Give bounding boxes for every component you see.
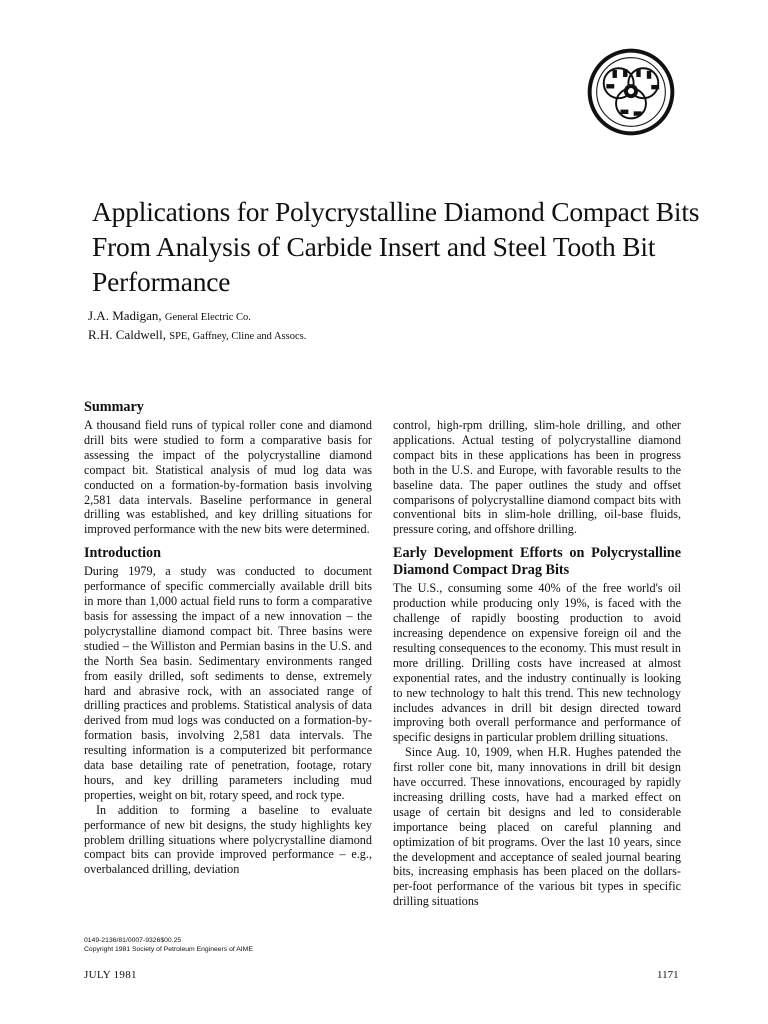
- paper-title: Applications for Polycrystalline Diamond Compact Bits From Analysis of Carbide Insert and Steel Tooth Bit Performance: [92, 196, 700, 297]
- early-development-paragraph: Since Aug. 10, 1909, when H.R. Hughes patended the first roller cone bit, many innovations in drill bit design have occurred. These innovations, encouraged by rapidly increasing drilling costs, have had a marked effect on usage of certain bit designs and led to considerable importance being placed on careful planning and optimization of bit programs. Over the last 10 years, since the development and acceptance of sealed journal bearing bits, increasing emphasis has been placed on the dollars-per-foot performance of the various bit types in specific drilling situations: [393, 745, 681, 909]
- issue-date: JULY 1981: [84, 969, 137, 981]
- author-entry: [88, 326, 306, 345]
- summary-heading: Summary: [84, 399, 144, 415]
- society-seal-icon: [587, 48, 675, 136]
- author-name: R.H. Caldwell,: [88, 327, 166, 342]
- introduction-heading: Introduction: [84, 545, 161, 562]
- author-list: [88, 307, 306, 345]
- author-name: J.A. Madigan,: [88, 308, 162, 323]
- summary-paragraph: A thousand field runs of typical roller cone and diamond drill bits were studied to form a comparative basis for assessing the impact of the polycrystalline diamond compact bit. Statistical analysis of mud log data was conducted on a formation-by-formation basis involving 2,581 data intervals. Baseline performance in general drilling was established, and key drilling situations for improved performance with the new bits were determined.: [84, 418, 372, 537]
- copyright-code: 0149-2136/81/0007-9326$00.25: [84, 937, 182, 944]
- copyright-notice: [84, 936, 374, 954]
- copyright-line: Copyright 1981 Society of Petroleum Engineers of AIME: [84, 946, 253, 953]
- author-affiliation: General Electric Co.: [164, 312, 251, 323]
- introduction-paragraph: In addition to forming a baseline to evaluate performance of new bit designs, the study highlights key problem drilling situations where polycrystalline diamond compact bits can provide improved performance – e.g., overbalanced drilling, deviation: [84, 802, 372, 877]
- introduction-paragraph: During 1979, a study was conducted to document performance of specific commercially available drill bits in more than 1,000 actual field runs to form a comparative basis for assessing the impact of a new innovation – the polycrystalline diamond compact bit. Three basins were studied – the Williston and Permian basins in the U.S. and the North Sea basin. Sedimentary environments ranged from easily drilled, soft sediments to dense, extremely hard and abrasive rock, with an associated range of drilling practices and problems. Statistical analysis of data derived from mud logs was conducted on a formation-by-formation basis, involving 2,581 data intervals. The resulting information is a computerized bit performance data base detailing rate of penetration, footage, rotary hours, and key drilling parameters including mud properties, weight on bit, rotary speed, and rock type.: [84, 564, 372, 802]
- introduction-continuation: control, high-rpm drilling, slim-hole drilling, and other applications. Actual testing of polycrystalline diamond compact bits in these applications has been in progress both in the U.S. and Europe, with favorable results to the baseline data. The paper outlines the study and offset comparisons of polycrystalline diamond compact bits with conventional bits in slim-hole drilling, oil-base fluids, pressure coring, and offshore drilling.: [393, 418, 681, 537]
- early-development-heading: Early Development Efforts on Polycrystalline Diamond Compact Drag Bits: [393, 545, 681, 579]
- author-affiliation: SPE, Gaffney, Cline and Assocs.: [169, 331, 307, 342]
- right-column: [393, 418, 681, 909]
- author-entry: [88, 307, 306, 326]
- early-development-paragraph: The U.S., consuming some 40% of the free world's oil production while producing only 19%, is faced with the challenge of rapidly boosting production to avoid increasing dependence on expensive foreign oil and the resulting consequences to the economy. This must result in more drilling. Drilling costs have increased at almost exponential rates, and the industry continually is looking to new technology to halt this trend. This new technology includes advances in drill bit design directed toward improving both overall performance and performance of specific designs in particular problem drilling situations.: [393, 581, 681, 745]
- left-column: [84, 399, 372, 877]
- page-number: 1171: [657, 969, 679, 981]
